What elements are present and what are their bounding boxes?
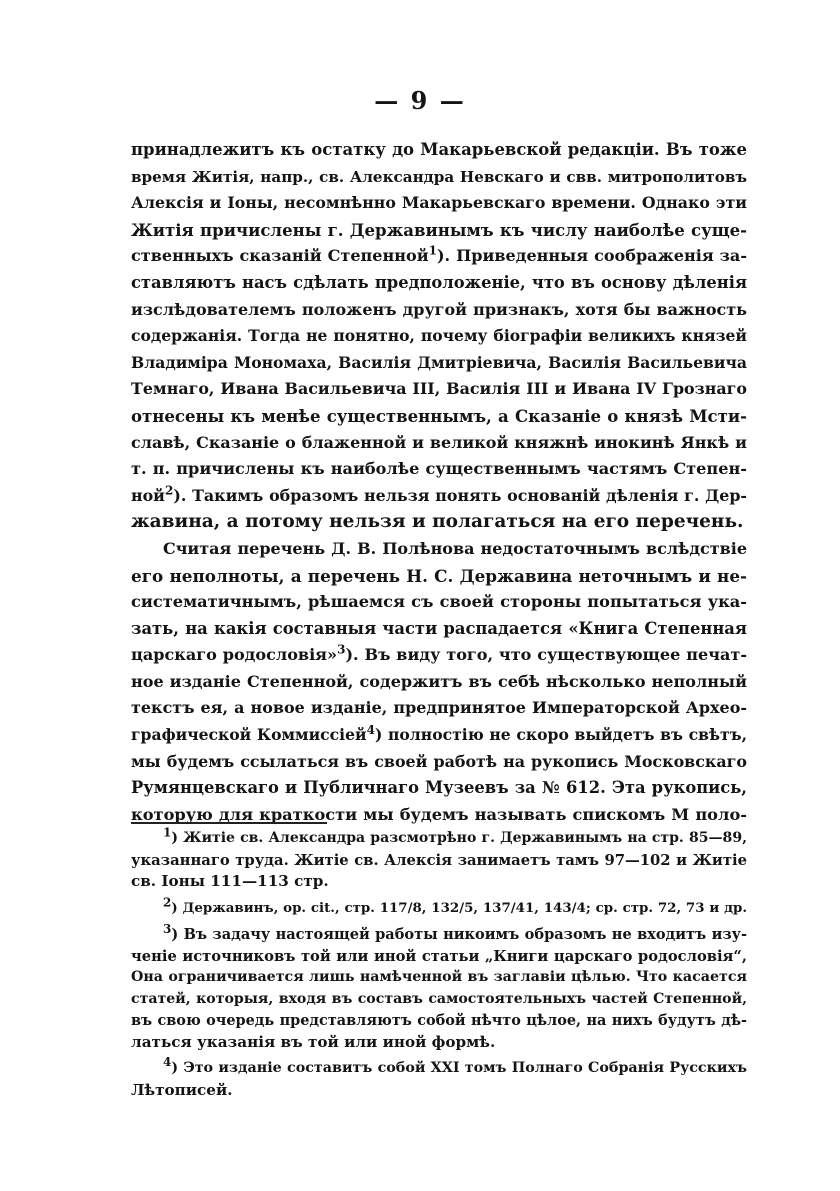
text-line [131, 243, 747, 270]
text-line [131, 895, 747, 920]
text-line [131, 270, 747, 297]
text-line [131, 802, 747, 829]
text-line [131, 164, 747, 191]
footnote-separator [131, 822, 327, 824]
footnote [131, 895, 747, 920]
line-text: ставляютъ насъ сдѣлать предположеніе, что въ основу дѣленія [131, 272, 747, 292]
line-text: св. Іоны 111—113 стр. [131, 872, 329, 890]
text-line [131, 536, 747, 563]
text-line [131, 403, 747, 430]
text-line [131, 563, 747, 590]
footnote-ref: 4 [366, 722, 375, 737]
footnote-marker: 3 [163, 922, 172, 937]
line-text: принадлежитъ къ остатку до Макарьевской редакціи. Въ тоже [131, 140, 747, 159]
text-line [131, 825, 747, 850]
line-text: ). Такимъ образомъ нельзя понять основаній дѣленія г. Дер- [173, 485, 747, 505]
footnote-ref: 1 [428, 244, 437, 259]
footnote [131, 924, 747, 1053]
line-text: время Житія, напр., св. Александра Невскаго и свв. митрополитовъ [131, 167, 747, 186]
text-line [131, 483, 747, 510]
line-text: Она ограничивается лишь намѣченной въ заглавіи цѣлью. Что касается [131, 969, 747, 985]
footnote-marker: 2 [163, 895, 172, 910]
text-line [131, 989, 747, 1011]
text-line [131, 695, 747, 722]
line-text: отнесены къ менѣе существеннымъ, а Сказаніе о князѣ Мсти- [131, 405, 747, 426]
text-line [131, 850, 747, 872]
line-text: Считая перечень Д. В. Полѣнова недостаточнымъ вслѣдствіе [163, 538, 747, 558]
text-line [131, 924, 747, 946]
line-text: мы будемъ ссылаться въ своей работѣ на рукопись Московскаго [131, 751, 747, 771]
text-line [131, 190, 747, 217]
footnote-marker: 1 [163, 825, 172, 840]
text-line [131, 1010, 747, 1032]
line-text: ) Въ задачу настоящей работы никоимъ образомъ не входитъ изу- [171, 926, 747, 943]
line-text: ) полностію не скоро выйдетъ въ свѣтъ, [374, 725, 747, 745]
text-line [131, 1080, 747, 1102]
text-line [131, 589, 747, 616]
line-text: латься указанія въ той или иной формѣ. [131, 1032, 496, 1051]
line-text: ное изданіе Степенной, содержитъ въ себѣ нѣсколько неполный [131, 671, 747, 691]
footnote-marker: 4 [163, 1055, 172, 1070]
text-line [131, 217, 747, 244]
line-text: текстъ ея, а новое изданіе, предпринятое Императорской Архео- [131, 698, 747, 718]
text-line [131, 430, 747, 457]
line-text: ) Житіе св. Александра разсмотрѣно г. Державинымъ на стр. 85—89, [171, 830, 747, 846]
line-text: изслѣдователемъ положенъ другой признакъ, хотя бы важность [131, 299, 747, 319]
line-text: систематичнымъ, рѣшаемся съ своей стороны попытаться ука- [131, 592, 747, 612]
line-text: Владиміра Мономаха, Василія Дмитріевича, Василія Васильевича [131, 352, 747, 372]
text-line [131, 456, 747, 483]
line-text: указаннаго труда. Житіе св. Алексія занимаетъ тамъ 97—102 и Житіе [131, 851, 747, 869]
line-text: ченіе источниковъ той или иной статьи „Книги царскаго родословія“, [131, 947, 747, 965]
text-line [131, 967, 747, 989]
line-text: жавина, а потому нельзя и полагаться на его перечень. [131, 511, 744, 533]
line-text: его неполноты, а перечень Н. С. Державина неточнымъ и не- [131, 565, 747, 586]
line-text: ) Державинъ, op. cit., стр. 117/8, 132/5, 137/41, 143/4; ср. стр. 72, 73 и др. [171, 899, 747, 916]
text-line [131, 297, 747, 324]
text-line [131, 323, 747, 350]
text-line [131, 137, 747, 164]
line-text: графической Коммиссіей [131, 725, 367, 745]
text-line [131, 376, 747, 403]
text-line [131, 1055, 747, 1080]
line-text: ). Въ виду того, что существующее печат- [345, 645, 747, 665]
line-text: ной [131, 485, 165, 505]
text-line [131, 350, 747, 377]
text-line [131, 775, 747, 802]
text-line [131, 1032, 747, 1054]
page-number: — 9 — [374, 86, 466, 115]
footnote [131, 1055, 747, 1101]
line-text: ственныхъ сказаній Степенной [131, 246, 429, 266]
text-line [131, 749, 747, 776]
line-text: т. п. причислены къ наиболѣе существеннымъ частямъ Степен- [131, 459, 747, 479]
line-text: Алексія и Іоны, несомнѣнно Макарьевскаго времени. Однако эти [131, 193, 747, 213]
footnote-ref: 2 [164, 483, 174, 498]
line-text: ). Приведенныя соображенія за- [436, 246, 747, 266]
main-text [131, 137, 747, 828]
line-text: содержанія. Тогда не понятно, почему біографіи великихъ князей [131, 326, 747, 346]
line-text: Лѣтописей. [131, 1080, 233, 1099]
line-text: ) Это изданіе составитъ собой XXI томъ Полнаго Собранія Русскихъ [171, 1060, 747, 1076]
line-text: славѣ, Сказаніе о блаженной и великой княжнѣ инокинѣ Янкѣ и [131, 432, 747, 452]
footnote-ref: 3 [337, 642, 346, 657]
line-text: Житія причислены г. Державинымъ къ числу наиболѣе суще- [131, 219, 747, 240]
text-line [131, 509, 747, 536]
line-text: Румянцевскаго и Публичнаго Музеевъ за № 612. Эта рукопись, [131, 778, 747, 798]
line-text: царскаго родословія» [131, 645, 338, 665]
text-line [131, 642, 747, 669]
text-line [131, 871, 747, 893]
line-text: зать, на какія составныя части распадается «Книга Степенная [131, 618, 747, 638]
line-text: въ свою очередь представляютъ собой нѣчто цѣлое, на нихъ будутъ дѣ- [131, 1012, 747, 1029]
line-text: Темнаго, Ивана Васильевича III, Василія III и Ивана IV Грознаго [131, 379, 747, 399]
line-text: статей, которыя, входя въ составъ самостоятельныхъ частей Степенной, [131, 990, 747, 1007]
text-line [131, 616, 747, 643]
text-line [131, 946, 747, 968]
footnotes [131, 825, 747, 1101]
line-text: которую для краткости мы будемъ называть спискомъ М поло- [131, 804, 747, 824]
footnote [131, 825, 747, 893]
text-line [131, 669, 747, 696]
text-line [131, 722, 747, 749]
